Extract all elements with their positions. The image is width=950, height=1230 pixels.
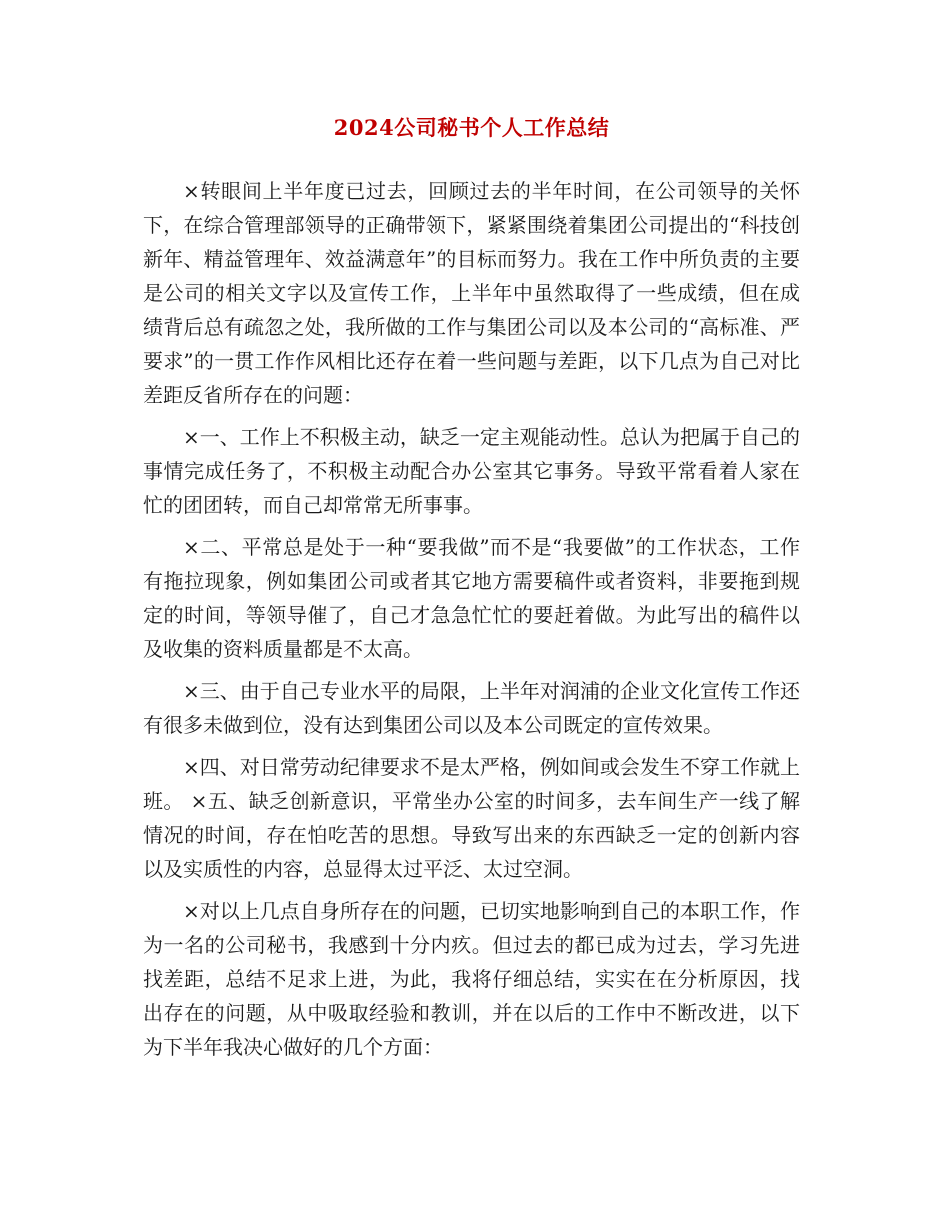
- document-title: 2024公司秘书个人工作总结: [333, 115, 610, 140]
- paragraph-point-2: ×二、平常总是处于一种“要我做”而不是“我要做”的工作状态，工作有拖拉现象，例如集团公司或者其它地方需要稿件或者资料，非要拖到规定的时间，等领导催了，自己才急急忙忙的要赶着做。为此写出的稿件以及收集的资料质量都是不太高。: [143, 535, 800, 661]
- paragraph-conclusion: ×对以上几点自身所存在的问题，已切实地影响到自己的本职工作，作为一名的公司秘书，我感到十分内疚。但过去的都已成为过去，学习先进找差距，总结不足求上进，为此，我将仔细总结，实实在在分析原因，找出存在的问题，从中吸取经验和教训，并在以后的工作中不断改进，以下为下半年我决心做好的几个方面：: [143, 899, 800, 1059]
- paragraph-point-3: ×三、由于自己专业水平的局限，上半年对润浦的企业文化宣传工作还有很多未做到位，没有达到集团公司以及本公司既定的宣传效果。: [143, 679, 800, 737]
- paragraph-intro: ×转眼间上半年度已过去，回顾过去的半年时间，在公司领导的关怀下，在综合管理部领导的正确带领下，紧紧围绕着集团公司提出的“科技创新年、精益管理年、效益满意年”的目标而努力。我在工作中所负责的主要是公司的相关文字以及宣传工作，上半年中虽然取得了一些成绩，但在成绩背后总有疏忽之处，我所做的工作与集团公司以及本公司的“高标准、严要求”的一贯工作作风相比还存在着一些问题与差距，以下几点为自己对比差距反省所存在的问题：: [143, 179, 800, 407]
- paragraph-point-1: ×一、工作上不积极主动，缺乏一定主观能动性。总认为把属于自己的事情完成任务了，不积极主动配合办公室其它事务。导致平常看着人家在忙的团团转，而自己却常常无所事事。: [143, 425, 800, 517]
- paragraph-point-4-5: ×四、对日常劳动纪律要求不是太严格，例如间或会发生不穿工作就上班。 ×五、缺乏创新意识，平常坐办公室的时间多，去车间生产一线了解情况的时间，存在怕吃苦的思想。导致写出来的东西缺乏一定的创新内容以及实质性的内容，总显得太过平泛、太过空洞。: [143, 755, 800, 881]
